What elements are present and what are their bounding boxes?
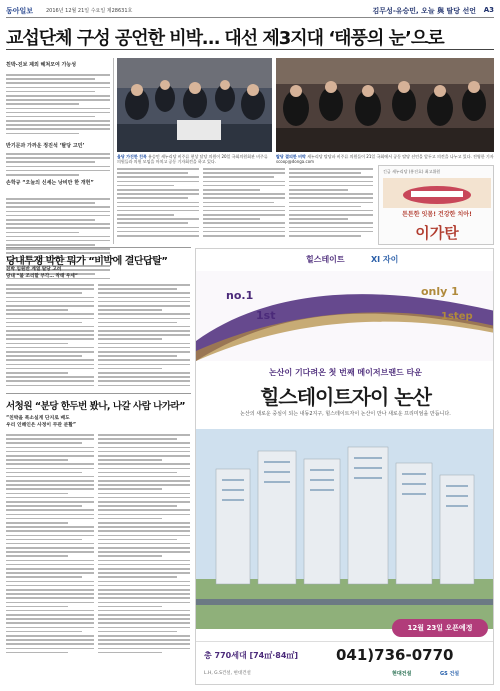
newspaper-logo: 동아일보 <box>6 7 34 15</box>
news-photo-right <box>276 58 494 152</box>
partner-hyundai: 현대건설 <box>392 671 412 677</box>
ad-units: 총 770세대 [74㎡·84㎡] <box>204 651 299 660</box>
section2-text-col1 <box>6 284 94 389</box>
bottom-text-col2 <box>98 434 190 656</box>
column-divider <box>113 58 114 244</box>
smile-illustration <box>383 178 491 208</box>
section2-sub-1: 친박 임원반 계열 탈당 고려 <box>6 267 62 272</box>
article-text-col1 <box>6 74 110 137</box>
ad-tagline: 논산이 기다려온 첫 번째 메이저브랜드 타운 <box>268 368 423 377</box>
kicker-3: 손학규 “오늘의 신세는 낭비만 한 개헌” <box>6 180 94 186</box>
caption-body-right: 새누리당 탈당파 비주류 의원들이 21일 국회에서 공동 탈당 선언을 앞두고 의견을 나누고 있다. <box>307 154 472 159</box>
section2-headline: 당내투쟁 박한 뭐가 “비박에 결단답탈” <box>6 256 168 267</box>
issue-date: 2016년 12월 21일 수요일 제28631호 <box>46 8 133 14</box>
section2-text-col2 <box>98 284 190 389</box>
ad-brand-bar <box>196 249 494 271</box>
kicker-2: 반기문과 가까운 정진석 ‘탈당 고민’ <box>6 143 85 149</box>
apartment-render <box>196 429 494 629</box>
page-number: A3 <box>483 6 494 14</box>
apartment-ad[interactable] <box>195 248 494 685</box>
article-text-col2 <box>117 168 199 239</box>
news-photo-left <box>117 58 272 152</box>
ad-small-tagline: 튼튼한 잇몸! 건강한 치아! <box>402 211 472 218</box>
brand-xi: XI 자이 <box>371 255 399 264</box>
badge-1step: 1step <box>441 311 473 322</box>
denture-ad[interactable] <box>378 165 494 245</box>
page-header <box>6 6 494 18</box>
bottom-sub-1: “친박을 폭소실게 단지로 배도 <box>6 416 70 421</box>
caption-body-left: 유승민 새누리당 비주류 현상 달당 의원이 20일 국회의원회관 비주류 의원들과 의원 모임을 마치고 공동 기자회견을 하고 있다. <box>117 154 268 164</box>
ad-footer-note: L.H, G.S건설, 현대건설 <box>204 671 251 676</box>
ad-phone[interactable]: 041)736-0770 <box>336 646 454 664</box>
main-headline: 교섭단체 구성 공언한 비박… 대선 제3지대 ‘태풍의 눈’으로 <box>6 28 444 49</box>
article-text-col3 <box>203 168 285 239</box>
ad-footer <box>196 641 494 685</box>
article-text-col4 <box>289 168 373 239</box>
bottom-text-col1 <box>6 434 94 656</box>
partner-gs: GS 건설 <box>440 671 460 677</box>
section-rule-2 <box>6 393 191 394</box>
open-date-badge: 12월 23일 오픈예정 <box>392 619 488 637</box>
page-topic: 김무성-유승민, 오늘 與 탈당 선언 <box>372 7 476 15</box>
section2-sub-2: 당내 “불 조리할 부각… 착태 우세” <box>6 274 78 279</box>
photo-caption-right <box>276 154 494 164</box>
article-text-col1b <box>6 153 110 178</box>
ad-small-brand: 이가탄 <box>415 224 459 242</box>
ad-small-tag: 긴급 새누리당 (흥진호) 최고위원 <box>383 169 441 174</box>
headline-rule <box>6 49 494 50</box>
photo-credit: 전영한 기자 scoop@donga.com <box>276 154 494 164</box>
ad-subtitle: 논산의 새로운 중심이 되는 내동2지구, 힐스테이트자이 논산이 만나 새로운 프리미엄을 만듭니다. <box>240 411 451 417</box>
brand-hillstate: 힐스테이트 <box>306 255 345 264</box>
photo-caption-left <box>117 154 272 164</box>
kicker-1: 친박-진보 제외 헤쳐모여 가능성 <box>6 62 77 68</box>
caption-title-right: 탈당 결의한 비박 <box>276 154 306 159</box>
badge-only1: only 1 <box>421 285 459 298</box>
badge-no1: no.1 <box>226 289 254 302</box>
section-rule <box>6 247 191 248</box>
bottom-sub-2: 우리 인해인은 사정이 무관 분활” <box>6 423 77 428</box>
bottom-headline: 서청원 “분당 한두번 봤나, 나갈 사람 나가라” <box>6 401 185 412</box>
caption-title-left: 올당 가진한 친목 <box>117 154 147 159</box>
ad-title: 힐스테이트자이 논산 <box>260 385 431 409</box>
badge-1st: 1st <box>256 309 276 322</box>
